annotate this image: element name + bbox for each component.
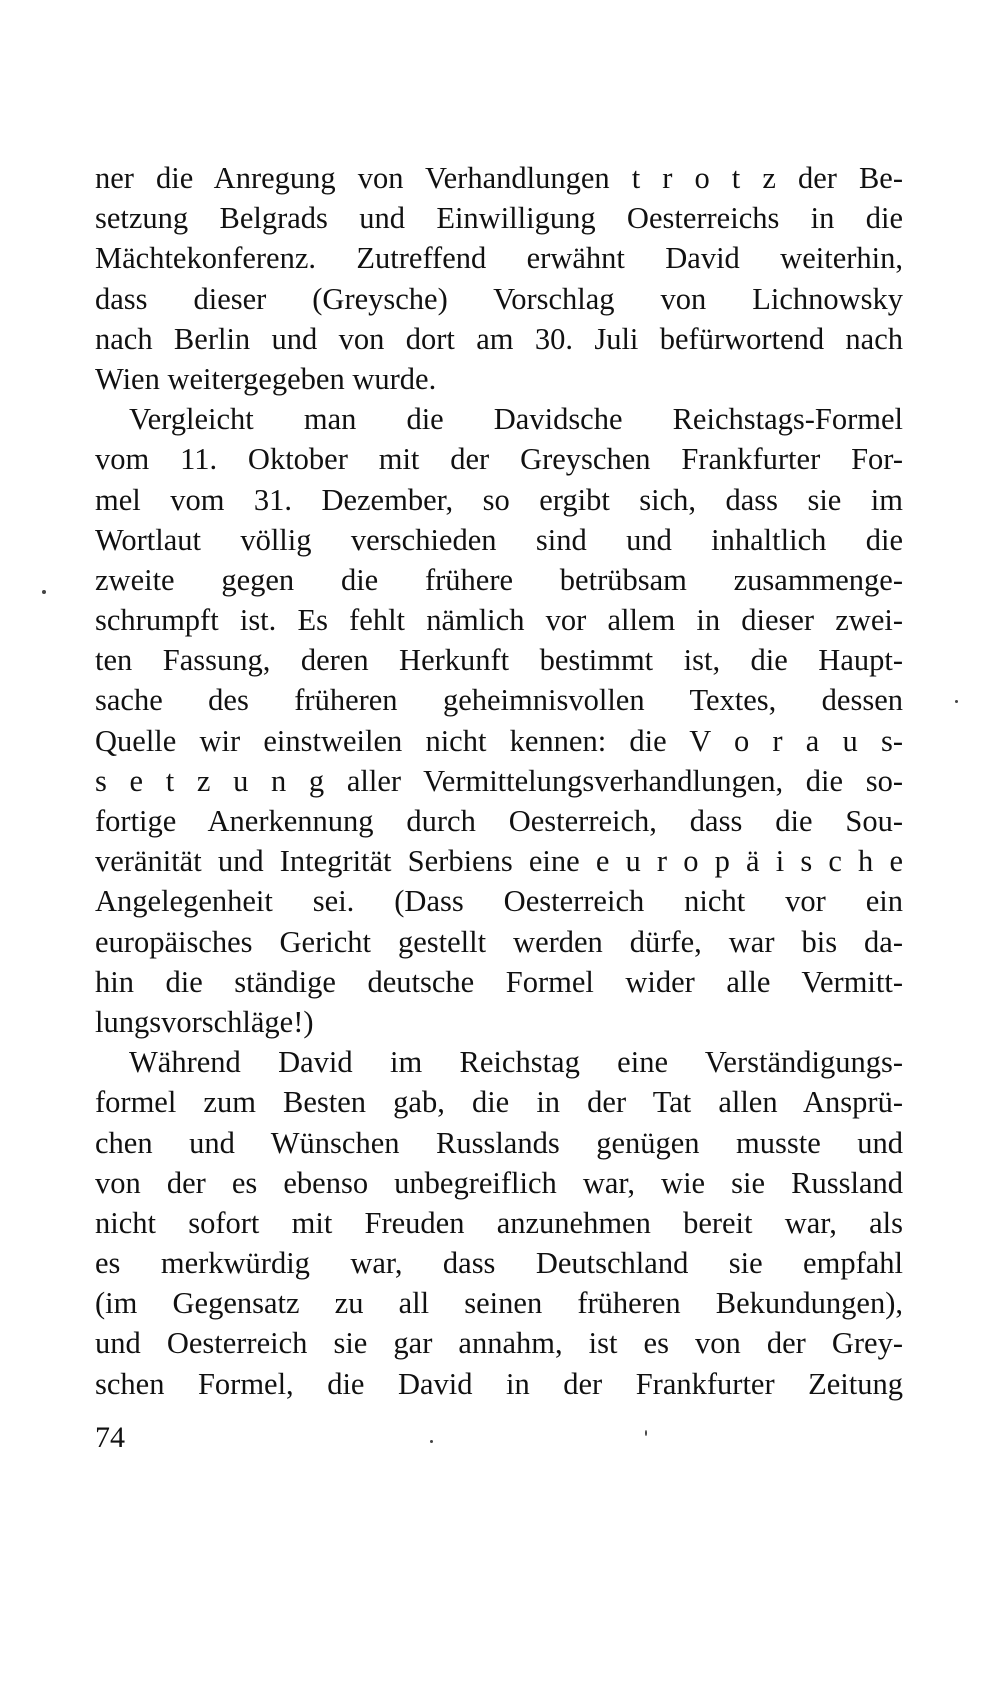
text-line: hin die ständige deutsche Formel wider alle Vermitt- <box>95 964 903 999</box>
text-line: (im Gegensatz zu all seinen früheren Bekundungen), <box>95 1286 903 1321</box>
text-line: Mächtekonferenz. Zutreffend erwähnt David weiterhin, <box>95 241 903 276</box>
scan-speck <box>42 590 46 594</box>
page-number: 74 <box>95 1421 125 1454</box>
text-line: setzung Belgrads und Einwilligung Oesterreichs in die <box>95 201 903 236</box>
text-line: sache des früheren geheimnisvollen Textes, dessen <box>95 683 903 718</box>
text-line: Wien weitergegeben wurde. <box>95 361 437 396</box>
text-line: veränität und Integrität Serbiens eine e u r o p ä i s c h e <box>95 844 903 879</box>
text-line: lungsvorschläge!) <box>95 1004 314 1039</box>
text-line: schrumpft ist. Es fehlt nämlich vor allem in dieser zwei- <box>95 603 903 638</box>
text-line: mel vom 31. Dezember, so ergibt sich, dass sie im <box>95 482 903 517</box>
text-line: von der es ebenso unbegreiflich war, wie sie Russland <box>95 1165 903 1200</box>
paragraph-start-line: Während David im Reichstag eine Verständigungs- <box>129 1045 903 1080</box>
text-line: ner die Anregung von Verhandlungen t r o t z der Be- <box>95 161 903 195</box>
text-line: nach Berlin und von dort am 30. Juli befürwortend nach <box>95 321 903 356</box>
text-line: Angelegenheit sei. (Dass Oesterreich nicht vor ein <box>95 884 903 919</box>
text-line: chen und Wünschen Russlands genügen musste und <box>95 1125 903 1160</box>
text-line: formel zum Besten gab, die in der Tat allen Ansprü- <box>95 1085 903 1120</box>
scan-speck <box>645 1430 647 1436</box>
text-line: und Oesterreich sie gar annahm, ist es von der Grey- <box>95 1326 903 1361</box>
text-line: vom 11. Oktober mit der Greyschen Frankfurter For- <box>95 442 903 477</box>
text-line: dass dieser (Greysche) Vorschlag von Lichnowsky <box>95 281 903 316</box>
text-line: ten Fassung, deren Herkunft bestimmt ist, die Haupt- <box>95 643 903 678</box>
paragraph-start-line: Vergleicht man die Davidsche Reichstags-Formel <box>129 402 903 437</box>
text-line: es merkwürdig war, dass Deutschland sie empfahl <box>95 1246 903 1281</box>
scan-speck <box>955 700 958 703</box>
text-line: fortige Anerkennung durch Oesterreich, dass die Sou- <box>95 804 903 838</box>
text-line: zweite gegen die frühere betrübsam zusammenge- <box>95 562 903 597</box>
text-line: Wortlaut völlig verschieden sind und inhaltlich die <box>95 522 903 557</box>
text-line: nicht sofort mit Freuden anzunehmen bereit war, als <box>95 1205 903 1240</box>
text-line: europäisches Gericht gestellt werden dürfe, war bis da- <box>95 924 903 959</box>
text-line: s e t z u n g aller Vermittelungsverhandlungen, die so- <box>95 763 903 798</box>
scan-speck <box>430 1440 433 1443</box>
text-line: Quelle wir einstweilen nicht kennen: die V o r a u s- <box>95 723 903 758</box>
body-text <box>95 158 903 1404</box>
text-line: schen Formel, die David in der Frankfurter Zeitung <box>95 1366 903 1401</box>
